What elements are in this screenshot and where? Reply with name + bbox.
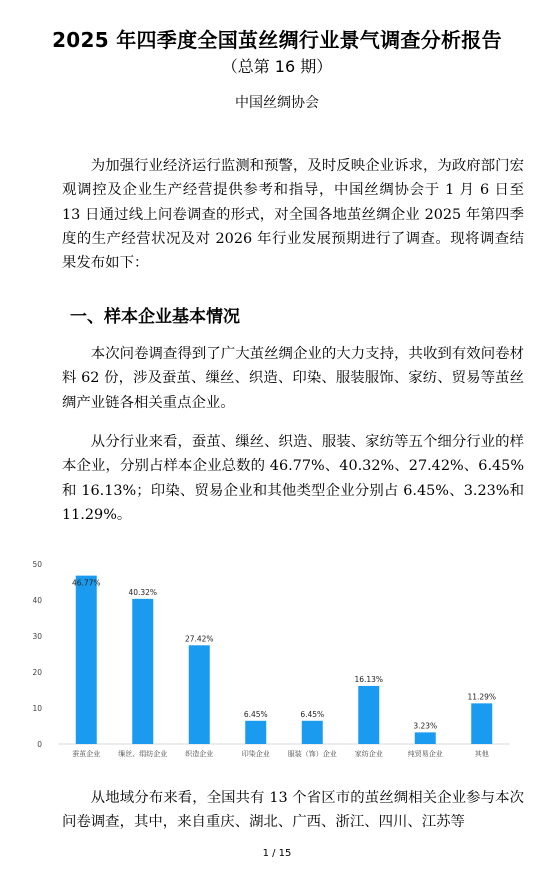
bar <box>132 599 153 744</box>
data-label: 6.45% <box>243 709 268 719</box>
y-tick-label: 10 <box>32 704 42 713</box>
x-tick-label: 服装（饰）企业 <box>287 750 337 758</box>
bar <box>358 686 379 744</box>
bars <box>72 576 496 758</box>
page-number: 1 / 15 <box>262 848 292 859</box>
sample-paragraph: 本次问卷调查得到了广大茧丝绸企业的大力支持，共收到有效问卷材料 62 份，涉及蚕茧、缫丝、织造、印染、服装服饰、家纺、贸易等茧丝绸产业链各相关重点企业。 <box>62 346 524 411</box>
x-tick-label: 家纺企业 <box>354 750 383 758</box>
y-tick-label: 50 <box>32 560 42 569</box>
y-tick-label: 30 <box>32 632 42 641</box>
y-tick-label: 40 <box>32 596 42 605</box>
publisher: 中国丝绸协会 <box>235 95 319 111</box>
x-tick-label: 纯贸易企业 <box>407 750 443 758</box>
y-axis <box>32 560 42 749</box>
report-title: 2025 年四季度全国茧丝绸行业景气调查分析报告 <box>52 28 502 52</box>
data-label: 16.13% <box>354 674 384 684</box>
bar <box>415 732 436 744</box>
data-label: 11.29% <box>467 692 497 702</box>
issue-number: （总第 16 期） <box>221 57 333 76</box>
data-label: 40.32% <box>128 587 158 597</box>
data-label: 3.23% <box>413 721 438 731</box>
y-tick-label: 0 <box>37 740 42 749</box>
bar <box>189 645 210 744</box>
intro-paragraph: 为加强行业经济运行监测和预警，及时反映企业诉求，为政府部门宏观调控及企业生产经营提供参考和指导，中国丝绸协会于 1 月 6 日至 13 日通过线上问卷调查的形式，对全国各地茧丝绸企业 2025 年第四季度的生产经营状况及对 2026 年行业发展预期进行了调查。现将调查结果发布如下： <box>62 158 524 272</box>
bar <box>302 721 323 744</box>
section-heading: 一、样本企业基本情况 <box>70 307 240 327</box>
bar <box>471 703 492 744</box>
x-tick-label: 缫丝、绢纺企业 <box>118 750 168 758</box>
industry-bar-chart <box>28 556 518 766</box>
bar <box>245 721 266 744</box>
industry-paragraph: 从分行业来看，蚕茧、缫丝、织造、服装、家纺等五个细分行业的样本企业，分别占样本企业总数的 46.77%、40.32%、27.42%、6.45%和 16.13%；印染、贸易企业和其他类型企业分别占 6.45%、3.23%和 11.29%。 <box>62 434 524 523</box>
bar <box>76 576 97 744</box>
x-tick-label: 蚕茧企业 <box>72 750 101 758</box>
data-label: 27.42% <box>184 634 214 644</box>
region-paragraph: 从地域分布来看，全国共有 13 个省区市的茧丝绸相关企业参与本次问卷调查，其中，来自重庆、湖北、广西、浙江、四川、江苏等 <box>62 790 524 831</box>
x-tick-label: 其他 <box>474 750 489 758</box>
data-label: 46.77% <box>71 578 101 588</box>
x-tick-label: 织造企业 <box>185 750 214 758</box>
x-tick-label: 印染企业 <box>241 750 270 758</box>
y-tick-label: 20 <box>32 668 42 677</box>
data-label: 6.45% <box>300 709 325 719</box>
